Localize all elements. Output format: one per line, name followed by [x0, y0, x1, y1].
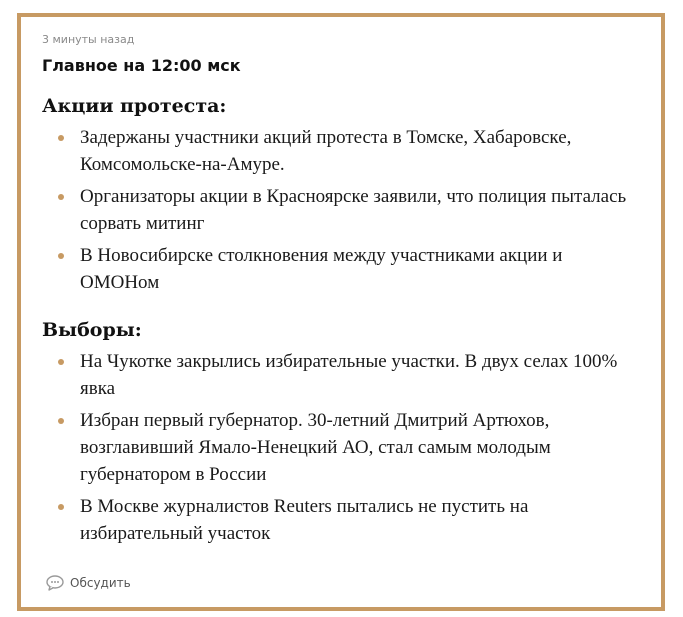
speech-bubble-icon — [46, 575, 64, 591]
list-item-text: В Новосибирске столкновения между участниками акции и ОМОНом — [80, 245, 563, 293]
bullet-dot — [58, 418, 64, 424]
discuss-label: Обсудить — [70, 576, 131, 590]
list-item — [42, 493, 641, 547]
list-item-text: В Москве журналистов Reuters пытались не пустить на избирательный участок — [80, 496, 529, 544]
timestamp: 3 минуты назад — [42, 33, 135, 46]
list-item-text: Избран первый губернатор. 30-летний Дмитрий Артюхов, возглавивший Ямало-Ненецкий АО, стал самым молодым губернатором в России — [80, 410, 551, 485]
section-title-elections: Выборы: — [42, 319, 142, 341]
protests-list — [42, 124, 641, 296]
elections-list — [42, 348, 641, 547]
list-item-text: На Чукотке закрылись избирательные участки. В двух селах 100% явка — [80, 351, 618, 399]
list-item — [42, 183, 641, 237]
list-item-text: Задержаны участники акций протеста в Томске, Хабаровске, Комсомольске-на-Амуре. — [80, 127, 572, 175]
list-item — [42, 242, 641, 296]
list-item — [42, 124, 641, 178]
bullet-dot — [58, 504, 64, 510]
section-title-protests: Акции протеста: — [42, 95, 227, 117]
headline[interactable]: Главное на 12:00 мск — [42, 56, 241, 75]
list-item — [42, 348, 641, 402]
bullet-dot — [58, 359, 64, 365]
news-card — [17, 13, 665, 611]
bullet-dot — [58, 135, 64, 141]
bullet-dot — [58, 253, 64, 259]
bullet-dot — [58, 194, 64, 200]
list-item-text: Организаторы акции в Красноярске заявили, что полиция пыталась сорвать митинг — [80, 186, 627, 234]
discuss-button[interactable] — [46, 575, 131, 591]
list-item — [42, 407, 641, 488]
